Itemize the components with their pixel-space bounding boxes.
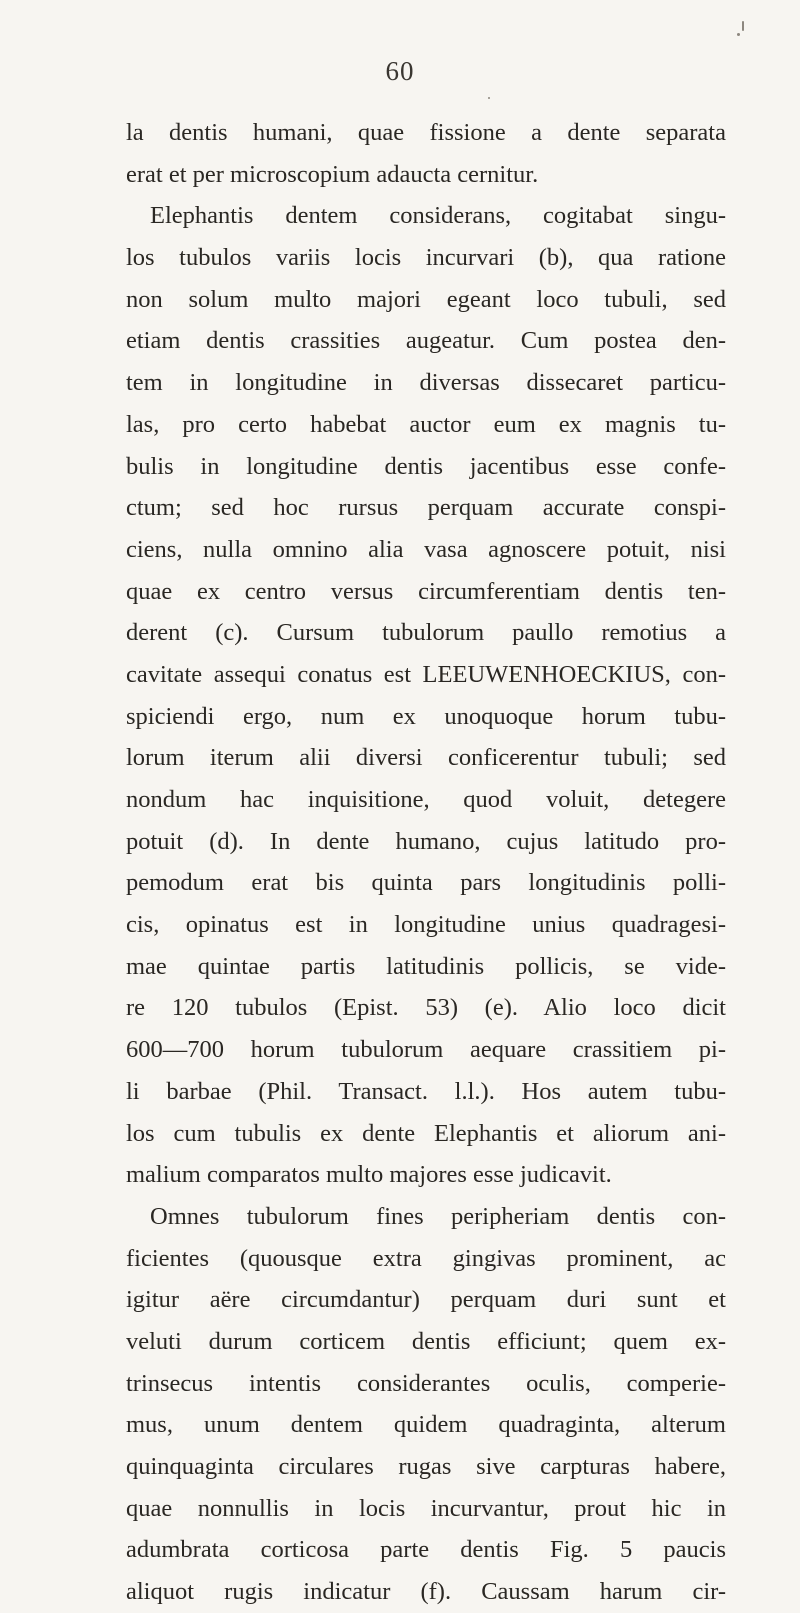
text-line: quinquaginta circulares rugas sive carpturas habere, (126, 1453, 726, 1480)
text-line: quae nonnullis in locis incurvantur, prout hic in (126, 1494, 726, 1522)
body-text (126, 112, 726, 1613)
text-line: aliquot rugis indicatur (f). Caussam harum cir- (126, 1578, 726, 1606)
paper-speck (488, 97, 490, 99)
page-number: 60 (385, 56, 415, 86)
text-line: cavitate assequi conatus est LEEUWENHOECKIUS, con- (126, 660, 726, 688)
text-line: re 120 tubulos (Epist. 53) (e). Alio loco dicit (126, 994, 726, 1022)
text-line: ctum; sed hoc rursus perquam accurate conspi- (126, 494, 726, 522)
text-line: la dentis humani, quae fissione a dente separata (126, 119, 726, 146)
text-line: 600—700 horum tubulorum aequare crassitiem pi- (126, 1036, 726, 1064)
text-line: mus, unum dentem quidem quadraginta, alterum (126, 1411, 726, 1439)
text-line: derent (c). Cursum tubulorum paullo remotius a (126, 619, 726, 647)
text-line: igitur aëre circumdantur) perquam duri sunt et (126, 1286, 726, 1314)
text-line: malium comparatos multo majores esse judicavit. (126, 1161, 612, 1189)
text-line: spiciendi ergo, num ex unoquoque horum tubu- (126, 702, 726, 730)
text-line: ciens, nulla omnino alia vasa agnoscere potuit, nisi (126, 535, 726, 563)
text-line: bulis in longitudine dentis jacentibus esse confe- (126, 452, 726, 480)
text-line: Omnes tubulorum fines peripheriam dentis con- (150, 1202, 726, 1230)
text-line: non solum multo majori egeant loco tubuli, sed (126, 285, 726, 313)
text-line: adumbrata corticosa parte dentis Fig. 5 paucis (126, 1536, 726, 1564)
text-line: los cum tubulis ex dente Elephantis et aliorum ani- (126, 1119, 726, 1147)
paper-speck (737, 33, 740, 36)
text-line: ficientes (quousque extra gingivas prominent, ac (126, 1244, 726, 1272)
text-line: tem in longitudine in diversas dissecaret particu- (126, 369, 726, 397)
text-line: lorum iterum alii diversi conficerentur tubuli; sed (126, 744, 726, 772)
text-line: quae ex centro versus circumferentiam dentis ten- (126, 577, 726, 605)
text-line: las, pro certo habebat auctor eum ex magnis tu- (126, 410, 726, 438)
text-line: trinsecus intentis considerantes oculis, comperie- (126, 1369, 726, 1397)
text-line: nondum hac inquisitione, quod voluit, detegere (126, 786, 726, 813)
text-line: potuit (d). In dente humano, cujus latitudo pro- (126, 827, 726, 855)
text-line: mae quintae partis latitudinis pollicis, se vide- (126, 952, 726, 980)
text-line: li barbae (Phil. Transact. l.l.). Hos autem tubu- (126, 1077, 726, 1105)
text-line: los tubulos variis locis incurvari (b), qua ratione (126, 244, 726, 272)
text-line: erat et per microscopium adaucta cernitur. (126, 160, 539, 188)
text-line: cis, opinatus est in longitudine unius quadragesi- (126, 911, 726, 939)
text-line: pemodum erat bis quinta pars longitudinis polli- (126, 869, 726, 897)
text-line: Elephantis dentem considerans, cogitabat singu- (150, 202, 726, 230)
text-line: etiam dentis crassities augeatur. Cum postea den- (126, 327, 726, 355)
text-line: veluti durum corticem dentis efficiunt; quem ex- (126, 1327, 726, 1355)
paper-speck (742, 21, 744, 31)
